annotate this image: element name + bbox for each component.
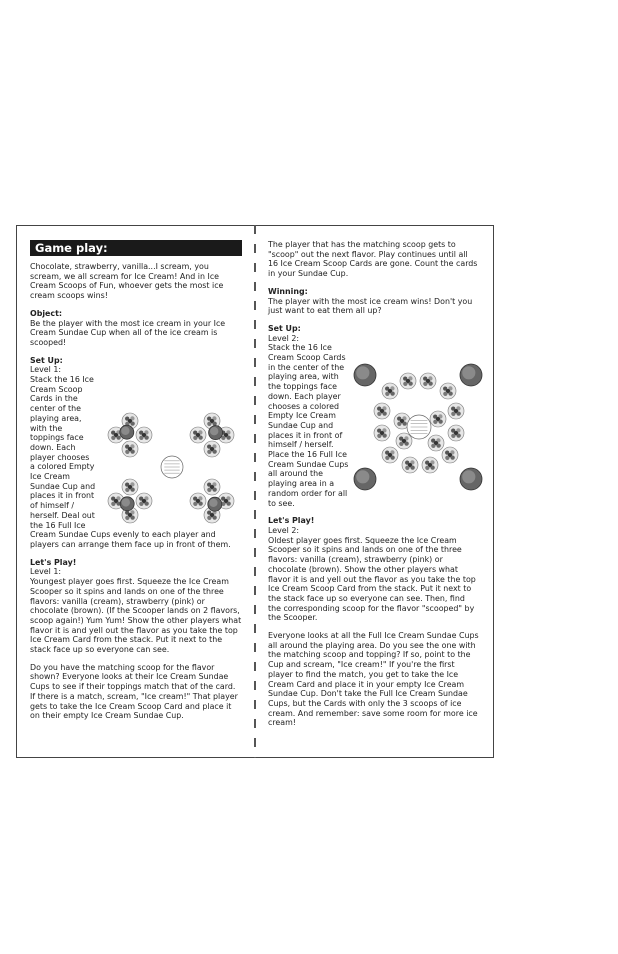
scoop-dot [125,488,129,492]
scoop-dot [445,456,449,460]
scoop-dot [212,516,216,520]
play-level-label: Level 1: [30,567,62,577]
scoop-dot [139,502,143,506]
right-column [268,240,480,736]
end-text: Everyone looks at all the Full Ice Cream Sundae Cups all around the playing area. Do you see the one with the matching scoop and topping? If so, point to the Cup and scream, "Ice cream!" If you're the first player to find the match, you get to take the Ice Cream Card and place it in your empty Ice Cream Sundae Cup. Don't take the Full Ice Cream Sundae Cups, but the Cards with only the 3 scoops of ice cream. And remember: save some room for more ice cream! [268,631,479,728]
scoop-dot [193,502,197,506]
object-text: Be the player with the most ice cream in your Ice Cream Sundae Cup when all of the ice cream is scooped! [30,318,226,347]
scoop-dot [390,456,394,460]
scoop-dot [397,422,401,426]
scoop-dot [448,392,452,396]
play-text: Youngest player goes first. Squeeze the Ice Cream Scooper so it spins and lands on one of the three flavors: vanilla (cream), strawberry (pink) or chocolate (brown). (If the Scooper lands on 2 flavors, scoop again!) Yum Yum! Show the other players what flavor it is and yell out the flavor as you take the top Ice Cream Card from the stack. Put it next to the stack face up so everyone can see. [30,577,242,655]
play2-level-label: Level 2: [268,525,300,535]
empty-cup-highlight [462,367,475,380]
scoop-dot [410,466,414,470]
scoop-dot [130,488,134,492]
setup2-text: Stack the 16 Ice Cream Scoop Cards in the center of the playing area, with the toppings face down. Each player chooses a colored Empty Ice Cream Sundae Cup and places it in front of himself / herself. Place the 16 Full Ice Cream Sundae Cups all around the playing area in a random order for all to see. [268,343,349,508]
scoop-dot [443,392,447,396]
object-heading: Object: [30,308,63,318]
empty-cup-highlight [356,367,369,380]
scoop-dot [436,444,440,448]
scoop-dot [405,466,409,470]
scoop-dot [403,382,407,386]
scoop-dot [125,450,129,454]
game-play-title: Game play: [30,240,242,256]
scoop-dot [207,516,211,520]
scoop-dot [212,488,216,492]
scoop-dot [428,382,432,386]
setup2-level-label: Level 2: [268,333,300,343]
scoop-dot [382,412,386,416]
scoop-dot [399,442,403,446]
empty-cup-highlight [122,498,130,506]
left-column [30,240,242,729]
level1-board-svg [100,405,244,529]
scoop-dot [130,422,134,426]
scoop-dot [116,436,120,440]
scoop-dot [226,436,230,440]
scoop-dot [144,502,148,506]
scoop-dot [382,434,386,438]
scoop-dot [450,456,454,460]
scoop-dot [423,382,427,386]
setup2-heading: Set Up: [268,323,301,333]
scoop-dot [207,488,211,492]
scoop-dot [404,442,408,446]
scoop-dot [385,392,389,396]
scoop-dot [390,392,394,396]
lets-play-heading: Let's Play! [30,557,77,567]
intro-text: Chocolate, strawberry, vanilla...I scream, you scream, we all scream for Ice Cream! And in Ice Cream Scoops of Fun, whoever gets the most ice cream scoops wins! [30,262,224,301]
empty-cup-highlight [209,499,217,507]
scoop-dot [438,420,442,424]
scoop-dot [433,420,437,424]
play2-text: Oldest player goes first. Squeeze the Ice Cream Scooper so it spins and lands on one of the three flavors: vanilla (cream), strawberry (pink) or chocolate (brown). Show the other players what flavor it is and yell out the flavor as you take the top Ice Cream Scoop Card from the stack. Put it next to the stack face up so everyone can see. Then, find the corresponding scoop for the flavor "scooped" by the Scooper. [268,535,476,623]
scoop-dot [451,434,455,438]
continue-text: The player that has the matching scoop gets to "scoop" out the next flavor. Play continues until all 16 Ice Cream Scoop Cards are gone. Count the cards in your Sundae Cup. [268,240,478,279]
empty-cup-highlight [356,471,369,484]
scoop-dot [198,436,202,440]
scoop-dot [207,450,211,454]
scoop-dot [111,502,115,506]
setup-text: Stack the 16 Ice Cream Scoop Cards in the center of the playing area, with the toppings face down. Each player chooses a colored Empty Ice Cream Sundae Cup and places it in front of himself / herself. Deal out the 16 Full Ice Cream Sundae Cups evenly to each player and players can arrange them face up in front of them. [30,375,231,549]
empty-cup-highlight [210,427,218,435]
setup-level-label: Level 1: [30,365,62,375]
scoop-dot [130,450,134,454]
scoop-dot [431,444,435,448]
scoop-dot [193,436,197,440]
scoop-dot [402,422,406,426]
scoop-dot [385,456,389,460]
scoop-dot [130,516,134,520]
scoop-dot [198,502,202,506]
winning-heading: Winning: [268,286,308,296]
lets-play2-heading: Let's Play! [268,516,315,526]
scoop-dot [377,434,381,438]
level1-layout-illustration [100,405,244,529]
empty-cup-highlight [462,471,475,484]
scoop-dot [451,412,455,416]
scoop-dot [408,382,412,386]
scoop-dot [212,450,216,454]
scoop-dot [139,436,143,440]
level2-board-svg [352,361,484,491]
scoop-dot [456,434,460,438]
winning-text: The player with the most ice cream wins! Don't you just want to eat them all up? [268,296,473,316]
empty-cup-highlight [121,427,129,435]
scoop-dot [111,436,115,440]
scoop-dot [377,412,381,416]
match-text: Do you have the matching scoop for the flavor shown? Everyone looks at their Ice Cream Sundae Cups to see if their toppings match that of the card. If there is a match, scream, "Ice cream!" That player gets to take the Ice Cream Scoop Card and place it on their empty Ice Cream Sundae Cup. [30,662,238,721]
scoop-dot [425,466,429,470]
scoop-dot [430,466,434,470]
setup-heading: Set Up: [30,355,63,365]
scoop-dot [207,422,211,426]
scoop-dot [226,502,230,506]
level2-layout-illustration [352,361,484,491]
scoop-dot [456,412,460,416]
scoop-dot [144,436,148,440]
scoop-dot [125,516,129,520]
fold-line [254,225,256,758]
scoop-dot [212,422,216,426]
